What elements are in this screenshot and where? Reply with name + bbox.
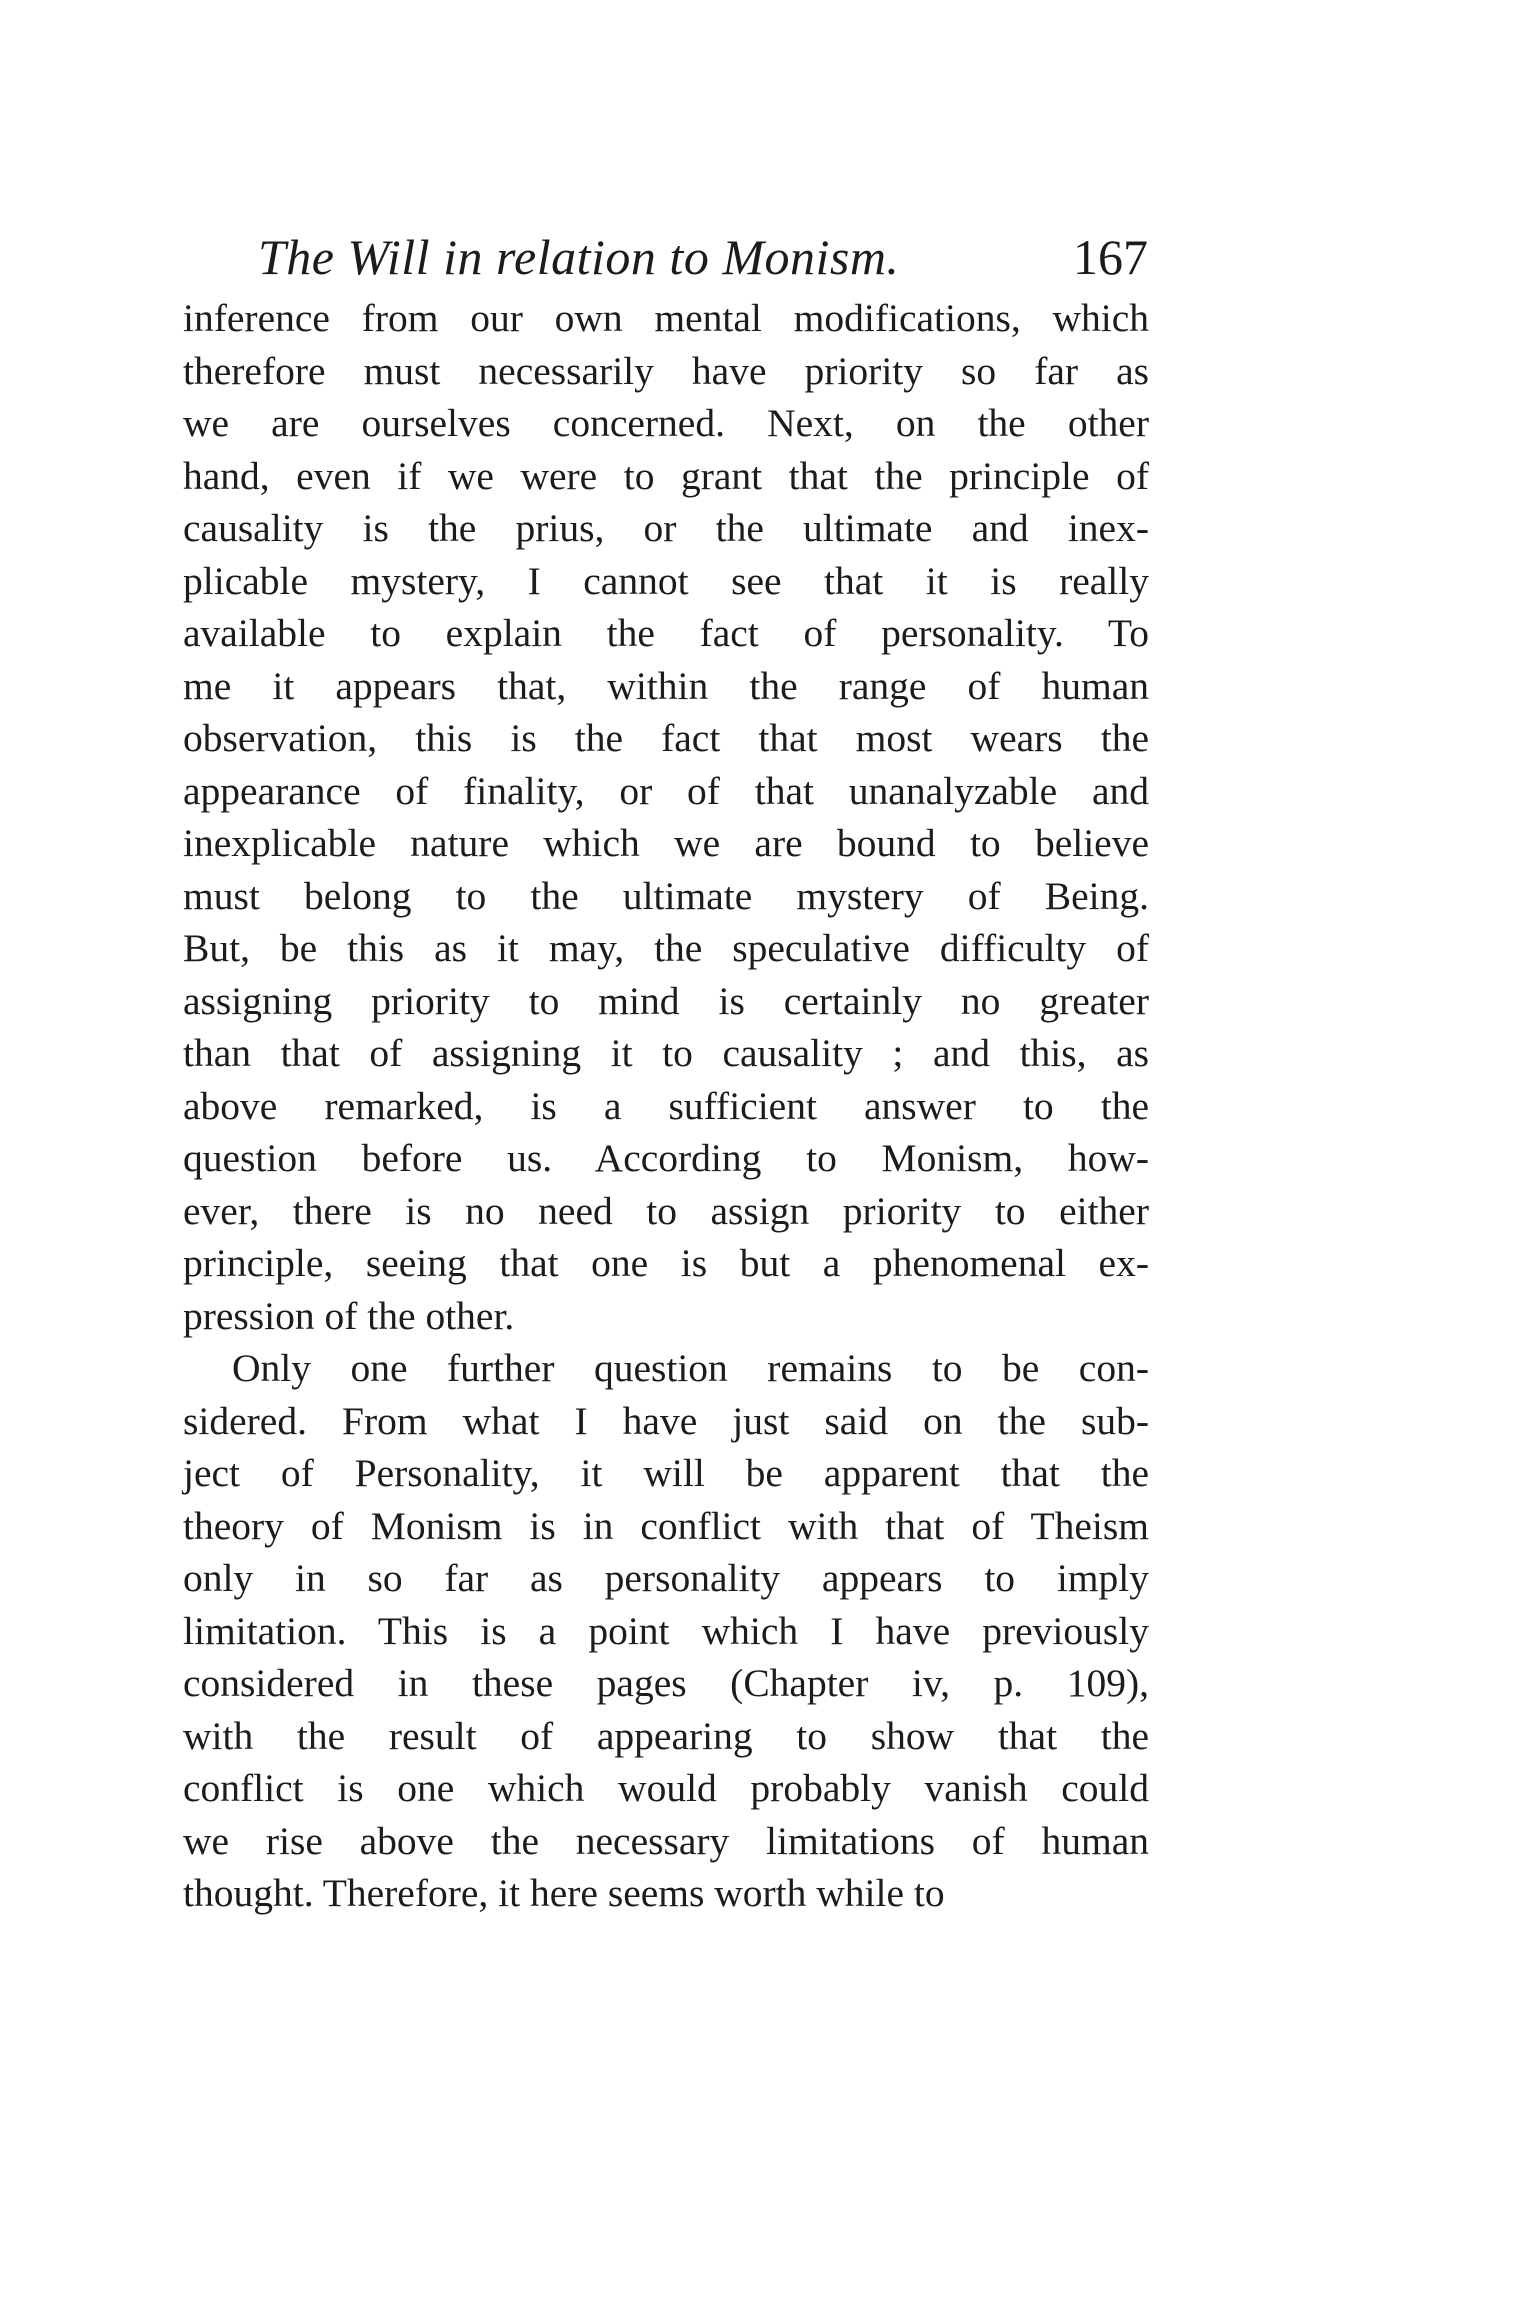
text-line: assigning priority to mind is certainly no greater bbox=[183, 978, 1149, 1023]
text-line: considered in these pages (Chapter iv, p. 109), bbox=[183, 1661, 1149, 1705]
text-line: me it appears that, within the range of human bbox=[183, 663, 1149, 708]
text-line: limitation. This is a point which I have previously bbox=[183, 1608, 1149, 1653]
text-line: we are ourselves concerned. Next, on the other bbox=[183, 401, 1149, 445]
text-line: sidered. From what I have just said on the sub- bbox=[183, 1398, 1149, 1443]
text-line: conflict is one which would probably vanish could bbox=[183, 1766, 1149, 1810]
text-line: plicable mystery, I cannot see that it is really bbox=[183, 558, 1149, 603]
text-line: available to explain the fact of personality. To bbox=[183, 611, 1149, 655]
text-line: ject of Personality, it will be apparent that the bbox=[183, 1451, 1149, 1495]
text-line: must belong to the ultimate mystery of Being. bbox=[183, 873, 1149, 918]
text-line: pression of the other. bbox=[183, 1293, 515, 1338]
text-line: ever, there is no need to assign priority to either bbox=[183, 1188, 1149, 1233]
text-line: therefore must necessarily have priority so far as bbox=[183, 348, 1149, 393]
text-line: causality is the prius, or the ultimate and inex- bbox=[183, 506, 1149, 550]
text-line: hand, even if we were to grant that the principle of bbox=[183, 453, 1149, 498]
text-line: above remarked, is a sufficient answer to the bbox=[183, 1083, 1149, 1128]
text-line: question before us. According to Monism, how- bbox=[183, 1136, 1149, 1180]
running-head bbox=[258, 222, 1148, 292]
text-line: observation, this is the fact that most wears the bbox=[183, 716, 1149, 760]
text-line: principle, seeing that one is but a phenomenal ex- bbox=[183, 1241, 1149, 1285]
text-line: theory of Monism is in conflict with that of Theism bbox=[183, 1503, 1149, 1548]
page-number: 167 bbox=[1073, 229, 1148, 285]
text-line: thought. Therefore, it here seems worth while to bbox=[183, 1871, 945, 1915]
text-line: inference from our own mental modifications, which bbox=[183, 296, 1149, 340]
text-line: than that of assigning it to causality ; and this, as bbox=[183, 1031, 1149, 1075]
text-line: we rise above the necessary limitations of human bbox=[183, 1818, 1149, 1863]
text-line: But, be this as it may, the speculative difficulty of bbox=[183, 926, 1149, 970]
paragraph bbox=[183, 292, 1149, 1342]
text-line: inexplicable nature which we are bound to believe bbox=[183, 821, 1149, 865]
paragraph bbox=[183, 1342, 1149, 1920]
running-title: The Will in relation to Monism. bbox=[258, 229, 900, 285]
body-text bbox=[183, 292, 1149, 1920]
text-line: only in so far as personality appears to imply bbox=[183, 1556, 1149, 1600]
text-line: appearance of finality, or of that unanalyzable and bbox=[183, 768, 1149, 813]
text-line: Only one further question remains to be con- bbox=[232, 1346, 1149, 1390]
text-line: with the result of appearing to show that the bbox=[183, 1713, 1149, 1758]
